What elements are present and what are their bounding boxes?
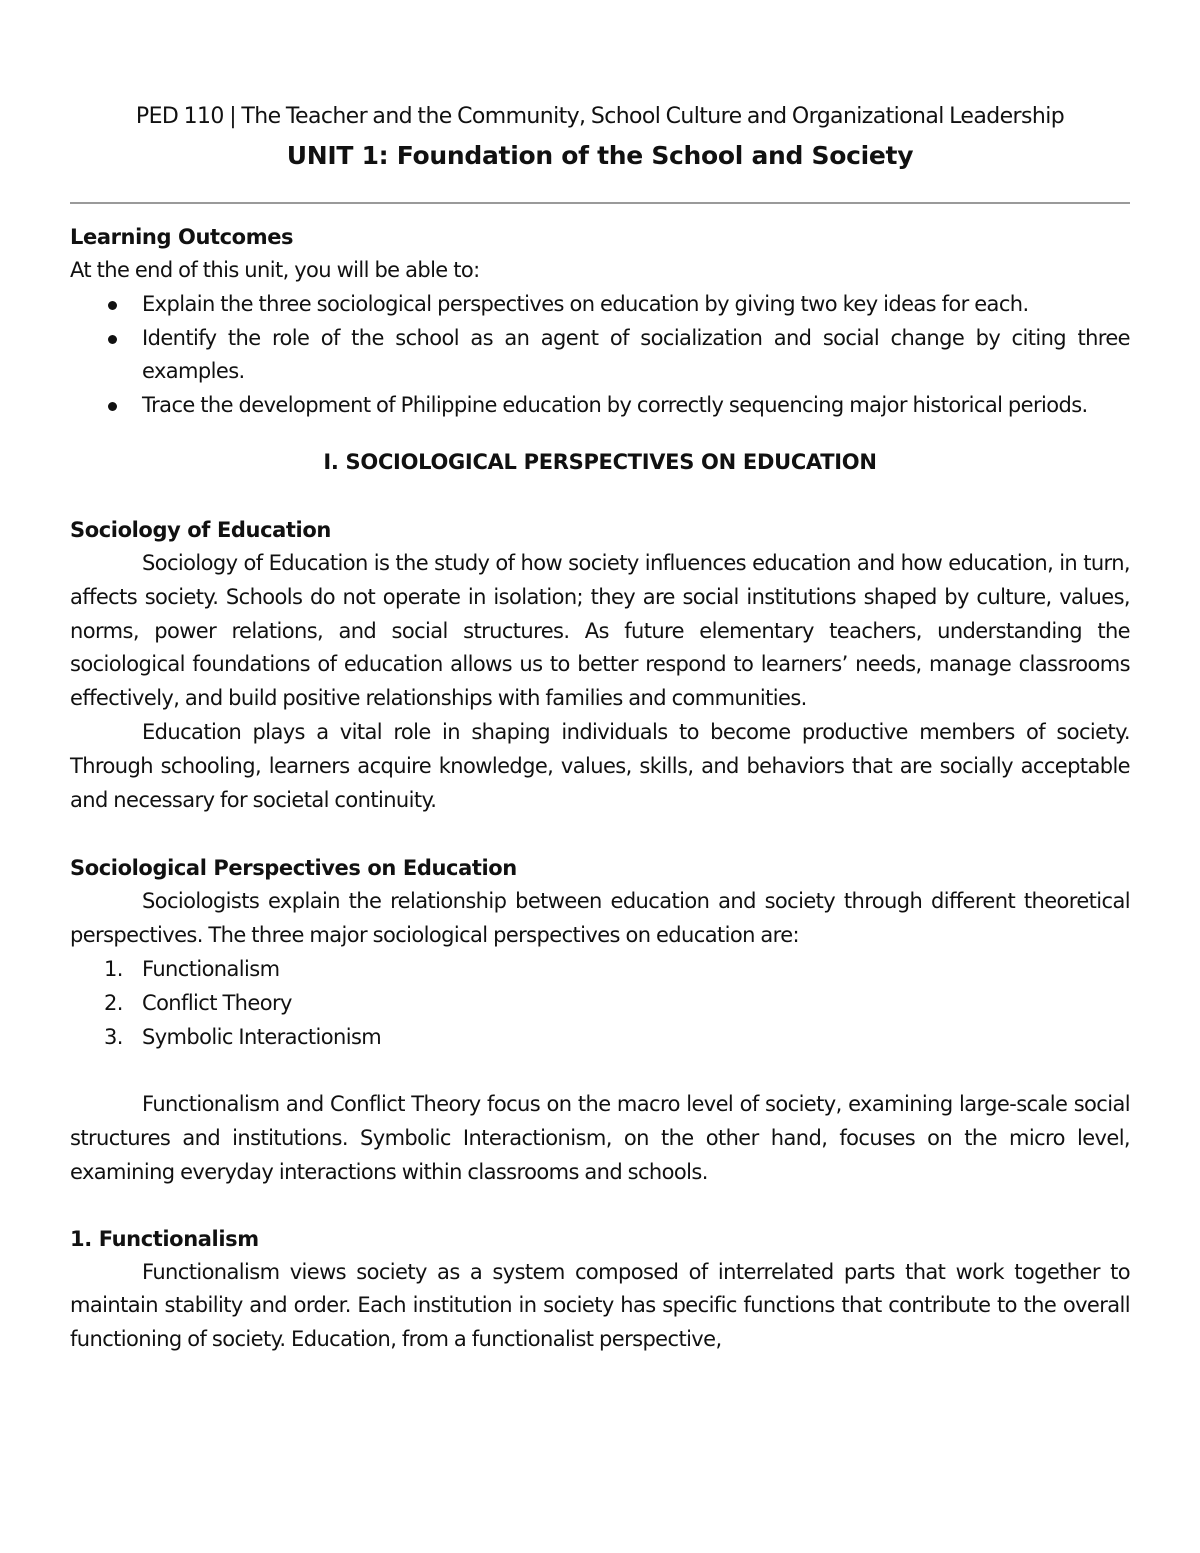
list-item-text: Conflict Theory <box>142 990 292 1015</box>
list-number: 2. <box>104 990 123 1015</box>
learning-outcomes-list <box>70 288 1130 423</box>
bullet-icon <box>108 402 117 411</box>
list-item <box>70 987 1130 1021</box>
functionalism-heading: 1. Functionalism <box>70 1226 259 1251</box>
perspectives-heading: Sociological Perspectives on Education <box>70 856 517 881</box>
body-paragraph: Sociologists explain the relationship between education and society through different theoretical perspectives. The three major sociological perspectives on education are: <box>70 889 1130 948</box>
course-title-line: PED 110 | The Teacher and the Community, School Culture and Organizational Leadership <box>135 104 1065 129</box>
list-item-text: Explain the three sociological perspectives on education by giving two key ideas for each. <box>142 291 1029 316</box>
learning-outcomes-heading: Learning Outcomes <box>70 225 294 249</box>
body-paragraph: Education plays a vital role in shaping individuals to become productive members of society. Through schooling, learners acquire knowledge, values, skills, and behaviors that are socially acceptable and necessary for societal continuity. <box>70 719 1130 812</box>
list-number: 3. <box>104 1024 123 1049</box>
list-item-text: Trace the development of Philippine education by correctly sequencing major historical periods. <box>142 393 1088 418</box>
body-paragraph: Functionalism and Conflict Theory focus on the macro level of society, examining large-scale social structures and institutions. Symbolic Interactionism, on the other hand, focuses on the micro level, examining everyday interactions within classrooms and schools. <box>70 1092 1130 1184</box>
unit-title: UNIT 1: Foundation of the School and Society <box>286 141 914 170</box>
list-item-text: Symbolic Interactionism <box>142 1024 382 1049</box>
body-paragraph: Sociology of Education is the study of how society influences education and how education, in turn, affects society. Schools do not operate in isolation; they are social institutions shaped by culture, values, norms, power relations, and social structures. As future elementary teachers, understanding the sociological foundations of education allows us to better respond to learners’ needs, manage classrooms effectively, and build positive relationships with families and communities. <box>70 550 1130 711</box>
blank-line <box>70 1054 1130 1088</box>
list-item <box>70 953 1130 987</box>
list-item-text: Functionalism <box>142 956 280 981</box>
learning-outcomes-intro: At the end of this unit, you will be able to: <box>70 258 480 282</box>
sociology-of-education-heading: Sociology of Education <box>70 517 331 542</box>
list-item <box>70 322 1130 390</box>
header-divider <box>70 202 1130 204</box>
bullet-icon <box>108 301 117 310</box>
bullet-icon <box>108 335 117 344</box>
section-title: I. SOCIOLOGICAL PERSPECTIVES ON EDUCATION <box>323 449 877 474</box>
perspectives-list <box>70 953 1130 1054</box>
list-number: 1. <box>104 956 123 981</box>
list-item <box>70 288 1130 322</box>
list-item-text: Identify the role of the school as an agent of socialization and social change by citing three examples. <box>142 325 1130 384</box>
body-paragraph: Functionalism views society as a system composed of interrelated parts that work together to maintain stability and order. Each institution in society has specific functions that contribute to the overall functioning of society. Education, from a functionalist perspective, <box>70 1259 1130 1352</box>
list-item <box>70 389 1130 423</box>
document-page <box>70 100 1130 1357</box>
list-item <box>70 1021 1130 1055</box>
